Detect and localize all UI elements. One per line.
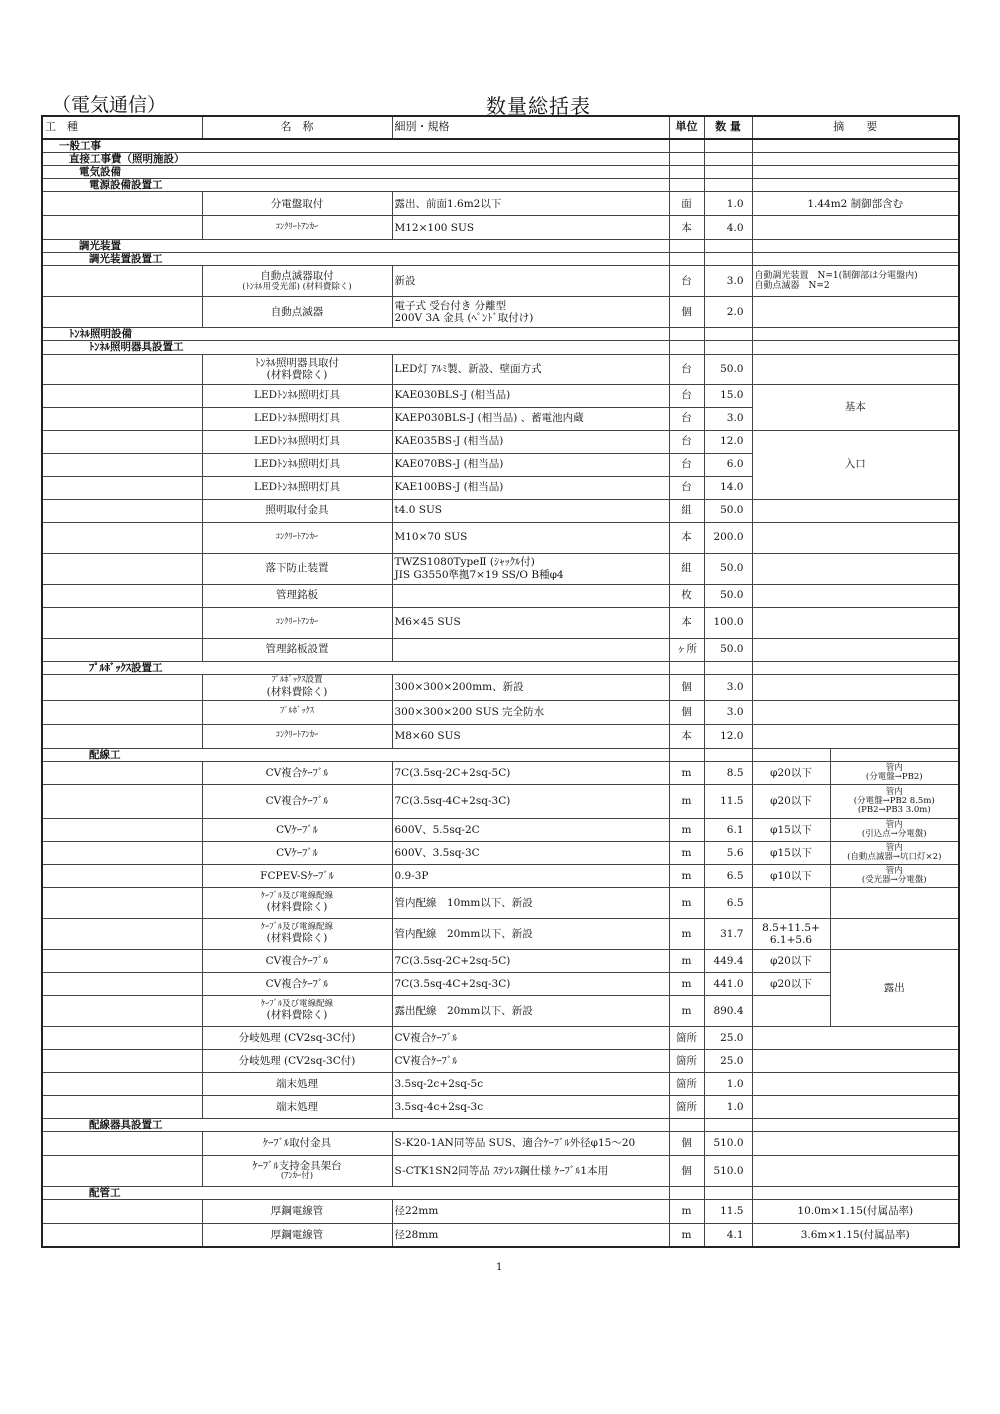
table-row: 自動点滅器 電子式 受台付き 分離型 200V 3A 金具 (ﾍﾟﾝﾄﾞ取付け) 個 2.0 bbox=[42, 297, 959, 328]
section-row: ﾄﾝﾈﾙ照明器具設置工 bbox=[42, 341, 959, 354]
table-row: CV複合ｹｰﾌﾞﾙ 7C(3.5sq-4C+2sq-3C) m 11.5 φ20以下 管内 (分電盤→PB2 8.5m) (PB2→PB3 3.0m) bbox=[42, 784, 959, 818]
section-row: 直接工事費（照明施設） bbox=[42, 153, 959, 166]
page-title: 数量総括表 bbox=[486, 94, 591, 118]
table-row: LEDﾄﾝﾈﾙ照明灯具 KAE035BS-J (相当品) 台 12.0 入口 bbox=[42, 430, 959, 453]
section-row: 電気設備 bbox=[42, 166, 959, 179]
table-row: 端末処理 3.5sq-4c+2sq-3c 箇所 1.0 bbox=[42, 1095, 959, 1118]
table-row: ｹｰﾌﾞﾙ及び電線配線 (材料費除く) 管内配線 20mm以下、新設 m 31.7 8.5+11.5+ 6.1+5.6 bbox=[42, 918, 959, 949]
table-row: 厚鋼電線管 径28mm m 4.1 3.6m×1.15(付属品率) bbox=[42, 1223, 959, 1247]
col-header-unit: 単位 bbox=[669, 116, 704, 139]
header-category: （電気通信） bbox=[52, 94, 167, 116]
table-row: 厚鋼電線管 径22mm m 11.5 10.0m×1.15(付属品率) bbox=[42, 1199, 959, 1223]
col-header-note: 摘 要 bbox=[752, 116, 959, 139]
section-row: 電源設備設置工 bbox=[42, 179, 959, 192]
table-row: ｹｰﾌﾞﾙ及び電線配線 (材料費除く) 露出配線 20mm以下、新設 m 890.4 bbox=[42, 995, 959, 1026]
quantity-table bbox=[41, 115, 960, 1248]
table-header-row bbox=[42, 116, 959, 139]
table-row: LEDﾄﾝﾈﾙ照明灯具 KAEP030BLS-J (相当品) 、蓄電池内蔵 台 3.0 bbox=[42, 407, 959, 430]
table-row: CV複合ｹｰﾌﾞﾙ 7C(3.5sq-2C+2sq-5C) m 449.4 φ20以下 露出 bbox=[42, 949, 959, 972]
table-row: 落下防止装置 TWZS1080TypeⅡ (ｼｬｯｸﾙ付) JIS G3550準拠7×19 SS/O B種φ4 組 50.0 bbox=[42, 553, 959, 584]
col-header-kind: 工 種 bbox=[42, 116, 202, 139]
table-row: ｺﾝｸﾘｰﾄｱﾝｶｰ M6×45 SUS 本 100.0 bbox=[42, 607, 959, 638]
table-row: ﾄﾝﾈﾙ照明器具取付 (材料費除く) LED灯 ｱﾙﾐ製、新設、壁面方式 台 50.0 bbox=[42, 354, 959, 384]
table-row: ｹｰﾌﾞﾙ及び電線配線 (材料費除く) 管内配線 10mm以下、新設 m 6.5 bbox=[42, 887, 959, 918]
table-row: 照明取付金具 t4.0 SUS 組 50.0 bbox=[42, 499, 959, 522]
table-row: ｺﾝｸﾘｰﾄｱﾝｶｰ M10×70 SUS 本 200.0 bbox=[42, 522, 959, 553]
table-row: ﾌﾟﾙﾎﾞｯｸｽ設置 (材料費除く) 300×300×200mm、新設 個 3.0 bbox=[42, 674, 959, 700]
table-row: 管理銘板設置 ヶ所 50.0 bbox=[42, 638, 959, 661]
table-row: ｺﾝｸﾘｰﾄｱﾝｶｰ M12×100 SUS 本 4.0 bbox=[42, 216, 959, 240]
section-row: 一般工事 bbox=[42, 139, 959, 153]
table-row: CV複合ｹｰﾌﾞﾙ 7C(3.5sq-4C+2sq-3C) m 441.0 φ20以下 bbox=[42, 972, 959, 995]
table-row: LEDﾄﾝﾈﾙ照明灯具 KAE070BS-J (相当品) 台 6.0 bbox=[42, 453, 959, 476]
table-row: CVｹｰﾌﾞﾙ 600V、5.5sq-2C m 6.1 φ15以下 管内 (引込点→分電盤) bbox=[42, 818, 959, 841]
table-row: CV複合ｹｰﾌﾞﾙ 7C(3.5sq-2C+2sq-5C) m 8.5 φ20以下 管内 (分電盤→PB2) bbox=[42, 761, 959, 784]
table-row: ｺﾝｸﾘｰﾄｱﾝｶｰ M8×60 SUS 本 12.0 bbox=[42, 724, 959, 748]
section-row: 調光装置設置工 bbox=[42, 253, 959, 266]
col-header-name: 名 称 bbox=[202, 116, 392, 139]
table-row: 端末処理 3.5sq-2c+2sq-5c 箇所 1.0 bbox=[42, 1072, 959, 1095]
page-number: 1 bbox=[496, 1262, 503, 1273]
section-row: ﾄﾝﾈﾙ照明設備 bbox=[42, 328, 959, 341]
table-row: LEDﾄﾝﾈﾙ照明灯具 KAE030BLS-J (相当品) 台 15.0 基本 bbox=[42, 384, 959, 407]
table-row: ｹｰﾌﾞﾙ支持金具架台 (ｱﾝｶｰ付) S-CTK1SN2同等品 ｽﾃﾝﾚｽ鋼仕様 ｹｰﾌﾞﾙ1本用 個 510.0 bbox=[42, 1155, 959, 1186]
table-row: 分岐処理 (CV2sq-3C付) CV複合ｹｰﾌﾞﾙ 箇所 25.0 bbox=[42, 1049, 959, 1072]
col-header-qty: 数 量 bbox=[704, 116, 752, 139]
table-row: 管理銘板 枚 50.0 bbox=[42, 584, 959, 607]
table-row: ｹｰﾌﾞﾙ取付金具 S-K20-1AN同等品 SUS、適合ｹｰﾌﾞﾙ外径φ15～20 個 510.0 bbox=[42, 1131, 959, 1155]
section-row: ﾌﾟﾙﾎﾞｯｸｽ設置工 bbox=[42, 661, 959, 674]
table-row: 自動点滅器取付 (ﾄﾝﾈﾙ用受光部) (材料費除く) 新設 台 3.0 自動調光装置 N=1(制御部は分電盤内) 自動点滅器 N=2 bbox=[42, 266, 959, 297]
table-row: LEDﾄﾝﾈﾙ照明灯具 KAE100BS-J (相当品) 台 14.0 bbox=[42, 476, 959, 499]
table-row: FCPEV-Sｹｰﾌﾞﾙ 0.9-3P m 6.5 φ10以下 管内 (受光器→分電盤) bbox=[42, 864, 959, 887]
table-row: 分電盤取付 露出、前面1.6m2以下 面 1.0 1.44m2 制御部含む bbox=[42, 192, 959, 216]
section-row: 配線器具設置工 bbox=[42, 1118, 959, 1131]
section-row: 配線工 bbox=[42, 748, 959, 761]
section-row: 調光装置 bbox=[42, 240, 959, 253]
table-row: ﾌﾟﾙﾎﾞｯｸｽ 300×300×200 SUS 完全防水 個 3.0 bbox=[42, 700, 959, 724]
table-row: 分岐処理 (CV2sq-3C付) CV複合ｹｰﾌﾞﾙ 箇所 25.0 bbox=[42, 1026, 959, 1049]
table-row: CVｹｰﾌﾞﾙ 600V、3.5sq-3C m 5.6 φ15以下 管内 (自動点滅器→坑口灯×2) bbox=[42, 841, 959, 864]
col-header-spec: 細別・規格 bbox=[392, 116, 669, 139]
section-row: 配管工 bbox=[42, 1186, 959, 1199]
